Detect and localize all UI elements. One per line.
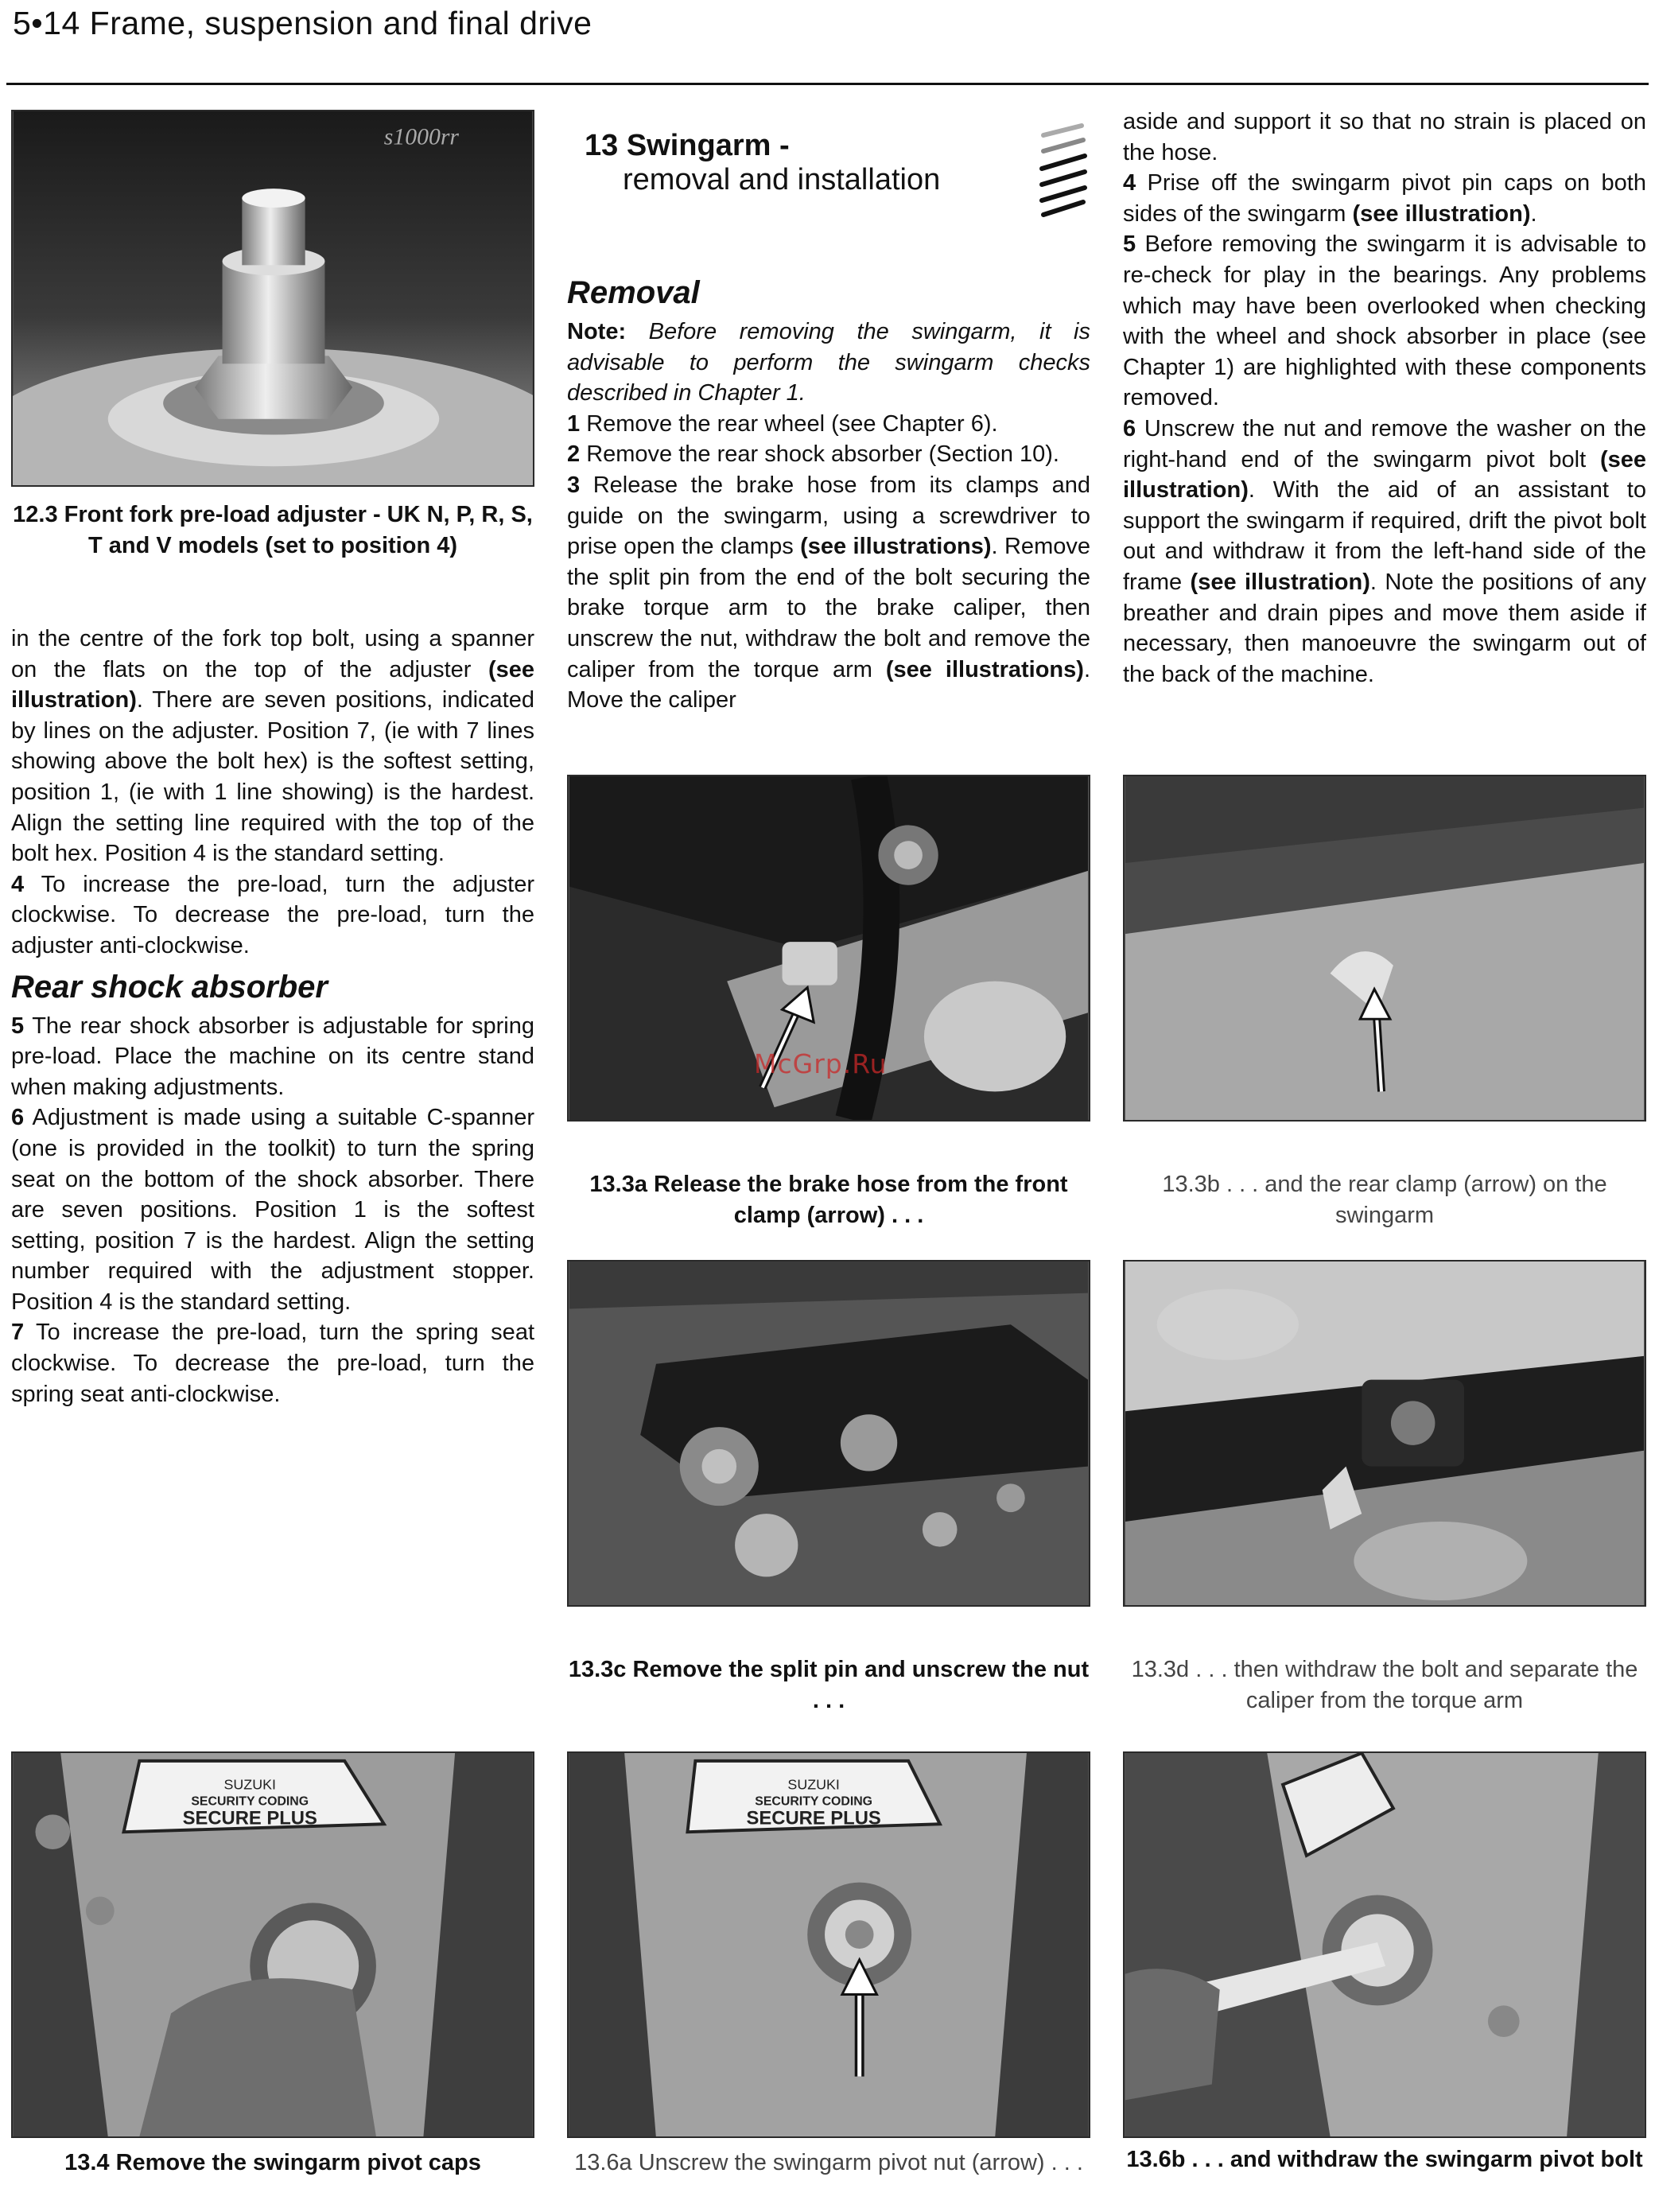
- mid-p3a: Release the brake hose from its clamps and guide on the swingarm, using a screwdriver to prise open the clamps: [567, 472, 1090, 560]
- mid-p3-ref2: (see illustrations): [885, 656, 1084, 682]
- middle-column: [567, 267, 1090, 716]
- page-title: 5•14 Frame, suspension and final drive: [13, 5, 592, 41]
- caption-13-3c: 13.3c Remove the split pin and unscrew the nut . . .: [568, 1657, 1090, 1713]
- caption-13-3a: 13.3a Release the brake hose from the front clamp (arrow) . . .: [589, 1172, 1068, 1228]
- right-p4a: Prise off the swingarm pivot pin caps on both sides of the swingarm: [1123, 170, 1646, 227]
- mid-p1: Remove the rear wheel (see Chapter 6).: [580, 410, 998, 437]
- photo-13-4: [11, 1751, 534, 2138]
- photo-13-6a-image: [569, 1753, 1089, 2136]
- mid-p2-num: 2: [567, 441, 581, 468]
- mid-p2: Remove the rear shock absorber (Section 10).: [580, 441, 1059, 468]
- header-rule: [6, 83, 1649, 85]
- right-p6b: . With the aid of an assistant to support the swingarm if required, drift the pivot bolt out and withdraw it from the left-hand side of the frame: [1123, 477, 1646, 595]
- brand-text: SUZUKI: [223, 1776, 276, 1793]
- right-p4-ref: (see illustration): [1352, 200, 1531, 227]
- caption-13-3d: 13.3d . . . then withdraw the bolt and separate the caliper from the torque arm: [1131, 1657, 1638, 1713]
- right-p5-num: 5: [1123, 231, 1136, 258]
- left-intro: in the centre of the fork top bolt, using a spanner on the flats on the top of the adjuster: [11, 626, 534, 682]
- photo-12-3: [11, 110, 534, 487]
- caption-13-3b: 13.3b . . . and the rear clamp (arrow) on the swingarm: [1162, 1172, 1607, 1228]
- caption-13-6b: 13.6b . . . and withdraw the swingarm pivot bolt: [1126, 2147, 1643, 2172]
- photo-13-6b-image: [1125, 1753, 1645, 2136]
- mid-p1-num: 1: [567, 410, 581, 437]
- section-13-title-line2: removal and installation: [623, 163, 941, 196]
- right-p4-num: 4: [1123, 170, 1136, 196]
- mid-p3-num: 3: [567, 472, 581, 498]
- rear-shock-heading: Rear shock absorber: [11, 969, 328, 1005]
- removal-heading: Removal: [567, 275, 700, 310]
- left-intro-ref: (see illustration): [11, 656, 534, 713]
- left-p6-num: 6: [11, 1105, 25, 1131]
- section-13-title: [585, 129, 998, 197]
- left-p5-num: 5: [11, 1013, 25, 1039]
- right-column: [1123, 107, 1646, 690]
- right-p6a: Unscrew the nut and remove the washer on the right-hand end of the swingarm pivot bolt: [1123, 415, 1646, 472]
- left-intro-rest: . There are seven positions, indicated by lines on the adjuster. Position 7, (ie with 7 lines showing above the bolt hex) is the softest setting, position 1, (ie with 1 line showing) is the hardest. Align the setting line required with the top of the bolt hex. Position 4 is the standard setting.: [11, 687, 534, 867]
- brand-text: SUZUKI: [787, 1776, 840, 1793]
- photo-13-6b: [1123, 1751, 1646, 2138]
- left-column: [11, 624, 534, 1409]
- photo-13-3d-image: [1125, 1262, 1645, 1605]
- photo-13-6a: [567, 1751, 1090, 2138]
- right-p6-num: 6: [1123, 415, 1136, 441]
- right-p6-ref2: (see illustration): [1190, 569, 1370, 595]
- note-text: Before removing the swingarm, it is advisable to perform the swingarm checks described in Chapter 1.: [567, 319, 1090, 406]
- caption-13-4: 13.4 Remove the swingarm pivot caps: [64, 2150, 481, 2175]
- photo-13-3d: [1123, 1260, 1646, 1607]
- caption-13-6a: 13.6a Unscrew the swingarm pivot nut (arrow) . . .: [574, 2150, 1083, 2175]
- secure-text: SECURE PLUS: [182, 1807, 317, 1829]
- right-p6c: . Note the positions of any breather and drain pipes and move them aside if necessary, then manoeuvre the swingarm out of the back of the machine.: [1123, 569, 1646, 687]
- coding-text: SECURITY CODING: [191, 1794, 309, 1809]
- right-p4b: .: [1530, 200, 1537, 227]
- left-p4: To increase the pre-load, turn the adjuster clockwise. To decrease the pre-load, turn the adjuster anti-clockwise.: [11, 871, 534, 958]
- caption-12-3: 12.3 Front fork pre-load adjuster - UK N, P, R, S, T and V models (set to position 4): [13, 502, 533, 558]
- photo-13-3c-image: [569, 1262, 1089, 1605]
- coding-text: SECURITY CODING: [755, 1794, 873, 1809]
- page-header: [6, 3, 1649, 89]
- left-p4-num: 4: [11, 871, 25, 897]
- right-p6-ref1: (see illustration): [1123, 446, 1646, 503]
- photo-13-4-image: [13, 1753, 533, 2136]
- wrench-difficulty-icon: [1034, 119, 1098, 223]
- photo-13-3c: [567, 1260, 1090, 1607]
- mid-p3b: . Remove the split pin from the end of the bolt securing the brake torque arm to the brake caliper, then unscrew the nut, withdraw the bolt and remove the caliper from the torque arm: [567, 534, 1090, 682]
- left-p5: The rear shock absorber is adjustable for spring pre-load. Place the machine on its centre stand when making adjustments.: [11, 1013, 534, 1100]
- section-13-title-line1: 13 Swingarm -: [585, 129, 790, 162]
- watermark: McGrp.Ru: [754, 1048, 888, 1079]
- photo-13-3b: [1123, 775, 1646, 1122]
- left-p7-num: 7: [11, 1320, 25, 1346]
- photo-13-3b-image: [1125, 776, 1645, 1120]
- photo-logo-text: s1000rr: [383, 123, 459, 150]
- secure-text: SECURE PLUS: [746, 1807, 881, 1829]
- photo-12-3-image: [13, 111, 533, 485]
- right-cont: aside and support it so that no strain is placed on the hose.: [1123, 109, 1646, 165]
- right-p5: Before removing the swingarm it is advisable to re-check for play in the bearings. Any problems which may have been overlooked when checking with the wheel and shock absorber in place (see Chapter 1) are highlighted with these components removed.: [1123, 231, 1646, 411]
- note-label: Note:: [567, 319, 627, 344]
- mid-p3-ref1: (see illustrations): [800, 534, 992, 560]
- left-p6: Adjustment is made using a suitable C-spanner (one is provided in the toolkit) to turn the spring seat on the bottom of the shock absorber. There are seven positions. Position 1 is the softest setting, position 7 is the hardest. Align the setting number required with the adjustment stopper. Position 4 is the standard setting.: [11, 1105, 534, 1315]
- mid-p3c: . Move the caliper: [567, 656, 1090, 713]
- left-p7: To increase the pre-load, turn the spring seat clockwise. To decrease the pre-load, turn the spring seat anti-clockwise.: [11, 1320, 534, 1407]
